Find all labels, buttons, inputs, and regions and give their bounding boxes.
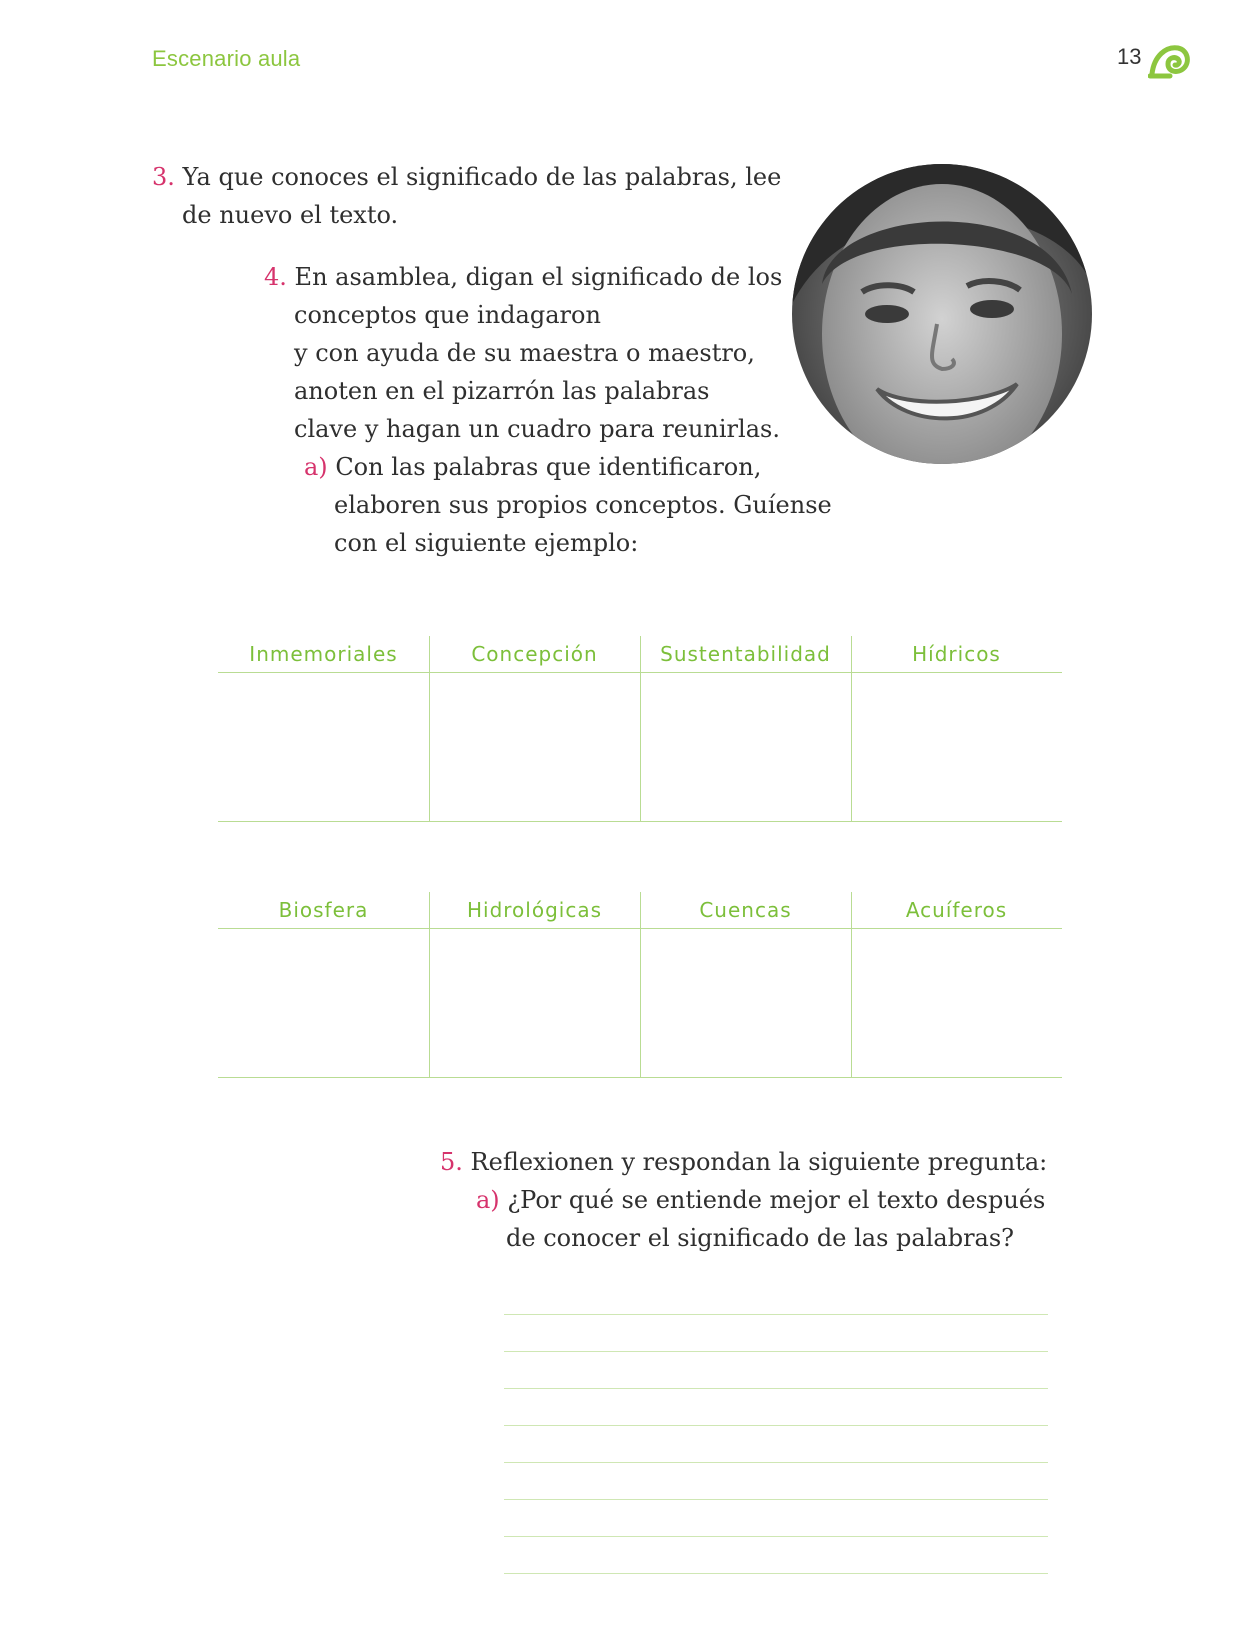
- answer-line[interactable]: [504, 1389, 1048, 1426]
- activity-4a: [304, 448, 832, 562]
- activity-4a-text-line: elaboren sus propios conceptos. Guíense: [334, 491, 832, 519]
- table-header: Sustentabilidad: [660, 642, 831, 666]
- concept-table-1: [218, 636, 1062, 822]
- answer-line[interactable]: [504, 1315, 1048, 1352]
- table-header: Biosfera: [278, 898, 369, 922]
- activity-4-text-line: y con ayuda de su maestra o maestro,: [294, 339, 755, 367]
- activity-5a-text-line: ¿Por qué se entiende mejor el texto después: [507, 1186, 1046, 1214]
- activity-4a-text-line: con el siguiente ejemplo:: [334, 529, 639, 557]
- activity-4-text-line: En asamblea, digan el significado de los: [294, 263, 783, 291]
- table-header: Acuíferos: [905, 898, 1008, 922]
- table-header: Hidrológicas: [466, 898, 603, 922]
- activity-3-text-line: de nuevo el texto.: [182, 201, 399, 229]
- activity-4-number: 4.: [264, 263, 287, 291]
- table-divider: [640, 892, 641, 1078]
- student-photo: [792, 164, 1092, 464]
- answer-lines[interactable]: [504, 1278, 1048, 1574]
- activity-3-text-line: Ya que conoces el significado de las palabras, lee: [182, 163, 782, 191]
- section-title: Escenario aula: [152, 46, 301, 71]
- concept-table-2: [218, 892, 1062, 1078]
- answer-line[interactable]: [504, 1537, 1048, 1574]
- activity-4-text-line: clave y hagan un cuadro para reunirlas.: [294, 415, 780, 443]
- answer-line[interactable]: [504, 1352, 1048, 1389]
- table-header: Cuencas: [699, 898, 792, 922]
- activity-4: [264, 258, 782, 448]
- activity-4-text-line: anoten en el pizarrón las palabras: [294, 377, 710, 405]
- table-divider: [640, 636, 641, 822]
- table-divider: [851, 636, 852, 822]
- table-header: Hídricos: [912, 642, 1001, 666]
- table-divider: [429, 892, 430, 1078]
- activity-4a-letter: a): [304, 453, 328, 481]
- activity-5a-letter: a): [476, 1186, 500, 1214]
- girl-smiling-portrait-icon: [792, 164, 1092, 464]
- page-number: 13: [1117, 44, 1142, 69]
- activity-4-text-line: conceptos que indagaron: [294, 301, 601, 329]
- activity-5-text: Reflexionen y respondan la siguiente pregunta:: [470, 1148, 1048, 1176]
- answer-line[interactable]: [504, 1426, 1048, 1463]
- answer-line[interactable]: [504, 1500, 1048, 1537]
- activity-5-number: 5.: [440, 1148, 463, 1176]
- answer-line[interactable]: [504, 1463, 1048, 1500]
- table-header: Concepción: [471, 642, 598, 666]
- activity-5a: [476, 1181, 1045, 1257]
- table-header: Inmemoriales: [249, 642, 398, 666]
- activity-3: [152, 158, 781, 234]
- answer-line[interactable]: [504, 1278, 1048, 1315]
- activity-3-number: 3.: [152, 163, 175, 191]
- activity-5a-text-line: de conocer el significado de las palabras?: [506, 1224, 1015, 1252]
- table-divider: [851, 892, 852, 1078]
- spiral-icon: [1148, 40, 1190, 80]
- activity-5: [440, 1143, 1047, 1181]
- table-divider: [429, 636, 430, 822]
- activity-4a-text-line: Con las palabras que identificaron,: [335, 453, 762, 481]
